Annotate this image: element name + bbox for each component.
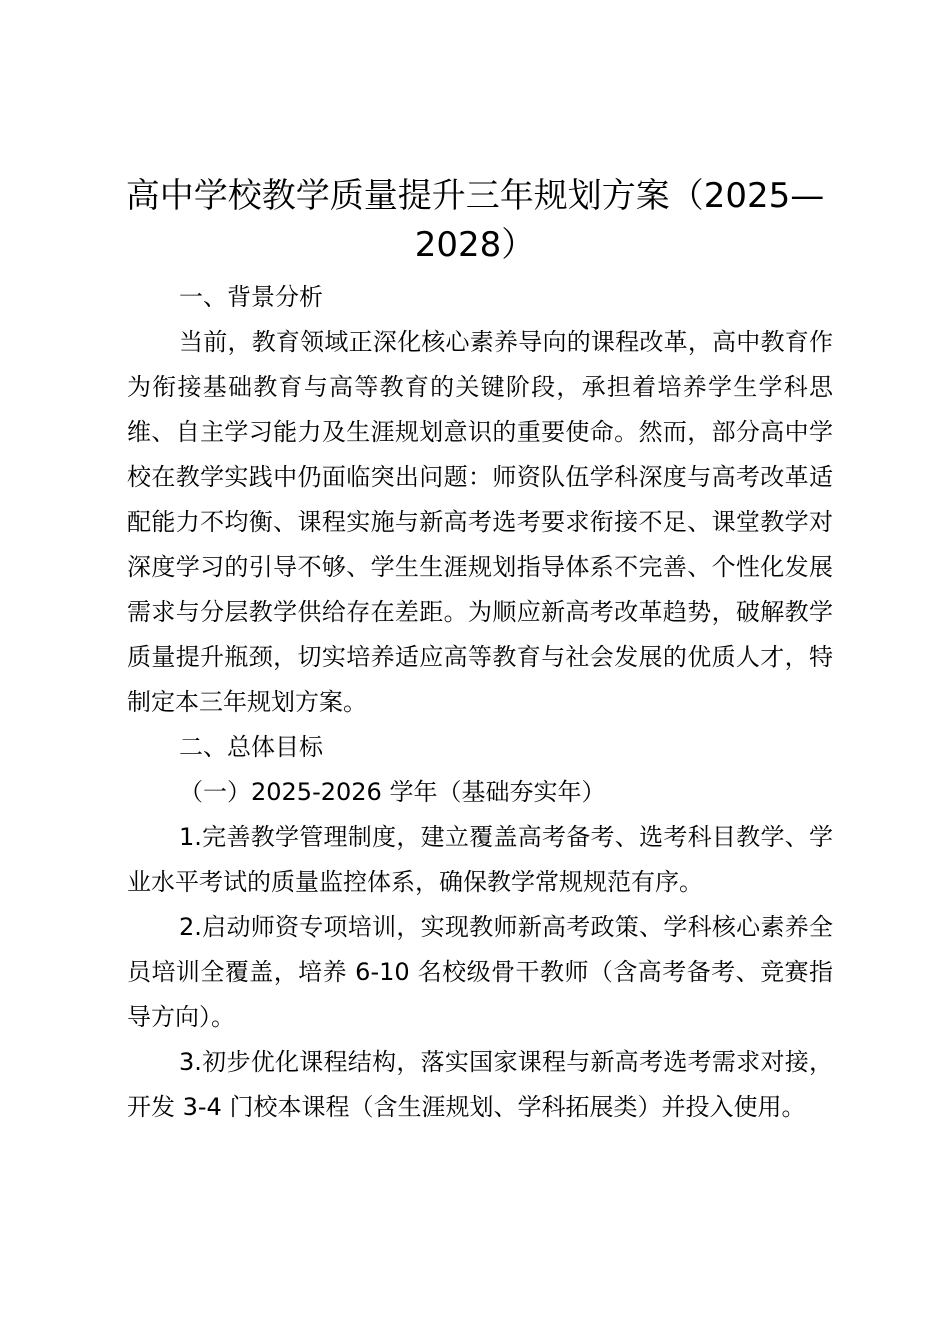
document-title: 高中学校教学质量提升三年规划方案（2025—2028） (125, 176, 825, 265)
goal-item-2: 2.启动师资专项培训，实现教师新高考政策、学科核心素养全员培训全覆盖，培养 6-10 名校级骨干教师（含高考备考、竞赛指导方向）。 (127, 913, 833, 1031)
goal-item-3: 3.初步优化课程结构，落实国家课程与新高考选考需求对接，开发 3-4 门校本课程（含生涯规划、学科拓展类）并投入使用。 (127, 1048, 833, 1121)
subsection-heading-2025-2026: （一）2025-2026 学年（基础夯实年） (179, 778, 606, 806)
section-heading-goals: 二、总体目标 (179, 733, 323, 761)
document-body (127, 275, 833, 1130)
goal-item-1: 1.完善教学管理制度，建立覆盖高考备考、选考科目教学、学业水平考试的质量监控体系，确保教学常规规范有序。 (127, 823, 833, 896)
section-heading-background: 一、背景分析 (179, 283, 323, 311)
background-paragraph: 当前，教育领域正深化核心素养导向的课程改革，高中教育作为衔接基础教育与高等教育的关键阶段，承担着培养学生学科思维、自主学习能力及生涯规划意识的重要使命。然而，部分高中学校在教学实践中仍面临突出问题：师资队伍学科深度与高考改革适配能力不均衡、课程实施与新高考选考要求衔接不足、课堂教学对深度学习的引导不够、学生生涯规划指导体系不完善、个性化发展需求与分层教学供给存在差距。为顺应新高考改革趋势，破解教学质量提升瓶颈，切实培养适应高等教育与社会发展的优质人才，特制定本三年规划方案。 (127, 328, 833, 716)
